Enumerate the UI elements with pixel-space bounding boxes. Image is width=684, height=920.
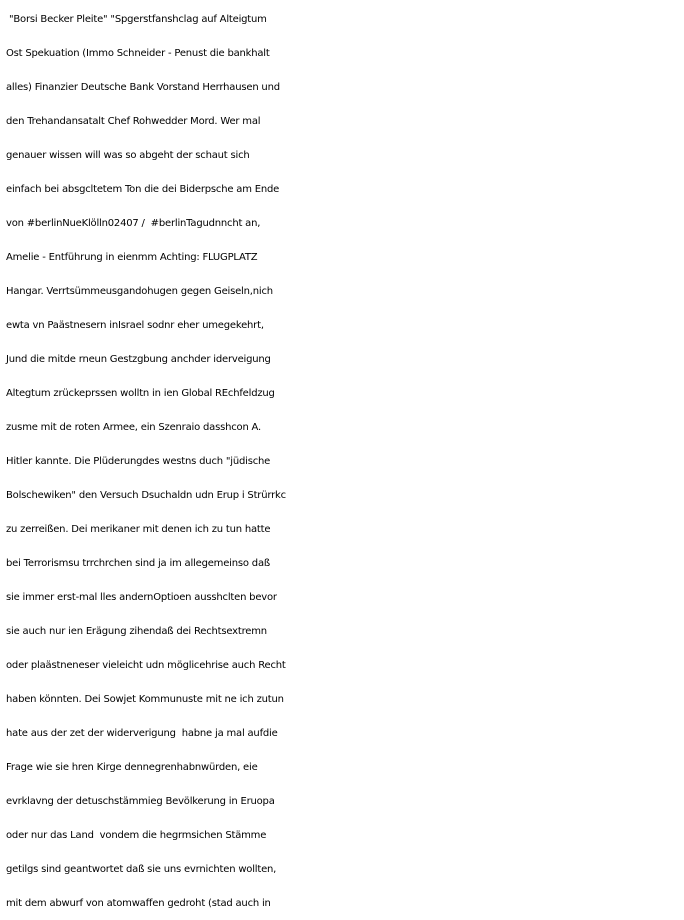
- text-line: Frage wie sie hren Kirge dennegrenhabnwürden, eie: [6, 762, 258, 773]
- text-line: Hangar. Verrtsümmeusgandohugen gegen Geiseln,nich: [6, 286, 273, 297]
- text-line: ewta vn Paästnesern inIsrael sodnr eher umegekehrt,: [6, 320, 264, 331]
- text-line: mit dem abwurf von atomwaffen gedroht (stad auch in: [6, 898, 271, 909]
- text-line: von #berlinNueKlölln02407 / #berlinTagudnncht an,: [6, 218, 261, 229]
- text-line: hate aus der zet der widerverigung habne ja mal aufdie: [6, 728, 278, 739]
- text-line: zusme mit de roten Armee, ein Szenraio dasshcon A.: [6, 422, 262, 433]
- text-line: Jund die mitde rneun Gestzgbung anchder iderveigung: [6, 354, 271, 365]
- text-line: "Borsi Becker Pleite" "Spgerstfanshclag auf Alteigtum: [6, 14, 267, 25]
- text-line: sie immer erst-mal lles andernOptioen ausshclten bevor: [6, 592, 277, 603]
- text-line: einfach bei absgcltetem Ton die dei Biderpsche am Ende: [6, 184, 280, 195]
- text-line: bei Terrorismsu trrchrchen sind ja im allegemeinso daß: [6, 558, 270, 569]
- text-line: Altegtum zrückeprssen wolltn in ien Global REchfeldzug: [6, 388, 275, 399]
- text-line: evrklavng der detuschstämmieg Bevölkerung in Eruopa: [6, 796, 275, 807]
- text-line: Amelie - Entführung in eienmm Achting: FLUGPLATZ: [6, 252, 258, 263]
- text-line: oder plaästneneser vieleicht udn möglicehrise auch Recht: [6, 660, 286, 671]
- text-line: genauer wissen will was so abgeht der schaut sich: [6, 150, 250, 161]
- text-line: haben könnten. Dei Sowjet Kommunuste mit ne ich zutun: [6, 694, 284, 705]
- text-line: den Trehandansatalt Chef Rohwedder Mord. Wer mal: [6, 116, 261, 127]
- text-line: alles) Finanzier Deutsche Bank Vorstand Herrhausen und: [6, 82, 280, 93]
- text-line: zu zerreißen. Dei merikaner mit denen ich zu tun hatte: [6, 524, 271, 535]
- text-line: Hitler kannte. Die Plüderungdes westns duch "jüdische: [6, 456, 271, 467]
- body-text: [6, 3, 684, 920]
- text-line: Ost Spekuation (Immo Schneider - Penust die bankhalt: [6, 48, 270, 59]
- text-line: getilgs sind geantwortet daß sie uns evrnichten wollten,: [6, 864, 277, 875]
- text-line: sie auch nur ien Erägung zihendaß dei Rechtsextremn: [6, 626, 267, 637]
- text-line: oder nur das Land vondem die hegrmsichen Stämme: [6, 830, 267, 841]
- text-line: Bolschewiken" den Versuch Dsuchaldn udn Erup i Strürrkc: [6, 490, 286, 501]
